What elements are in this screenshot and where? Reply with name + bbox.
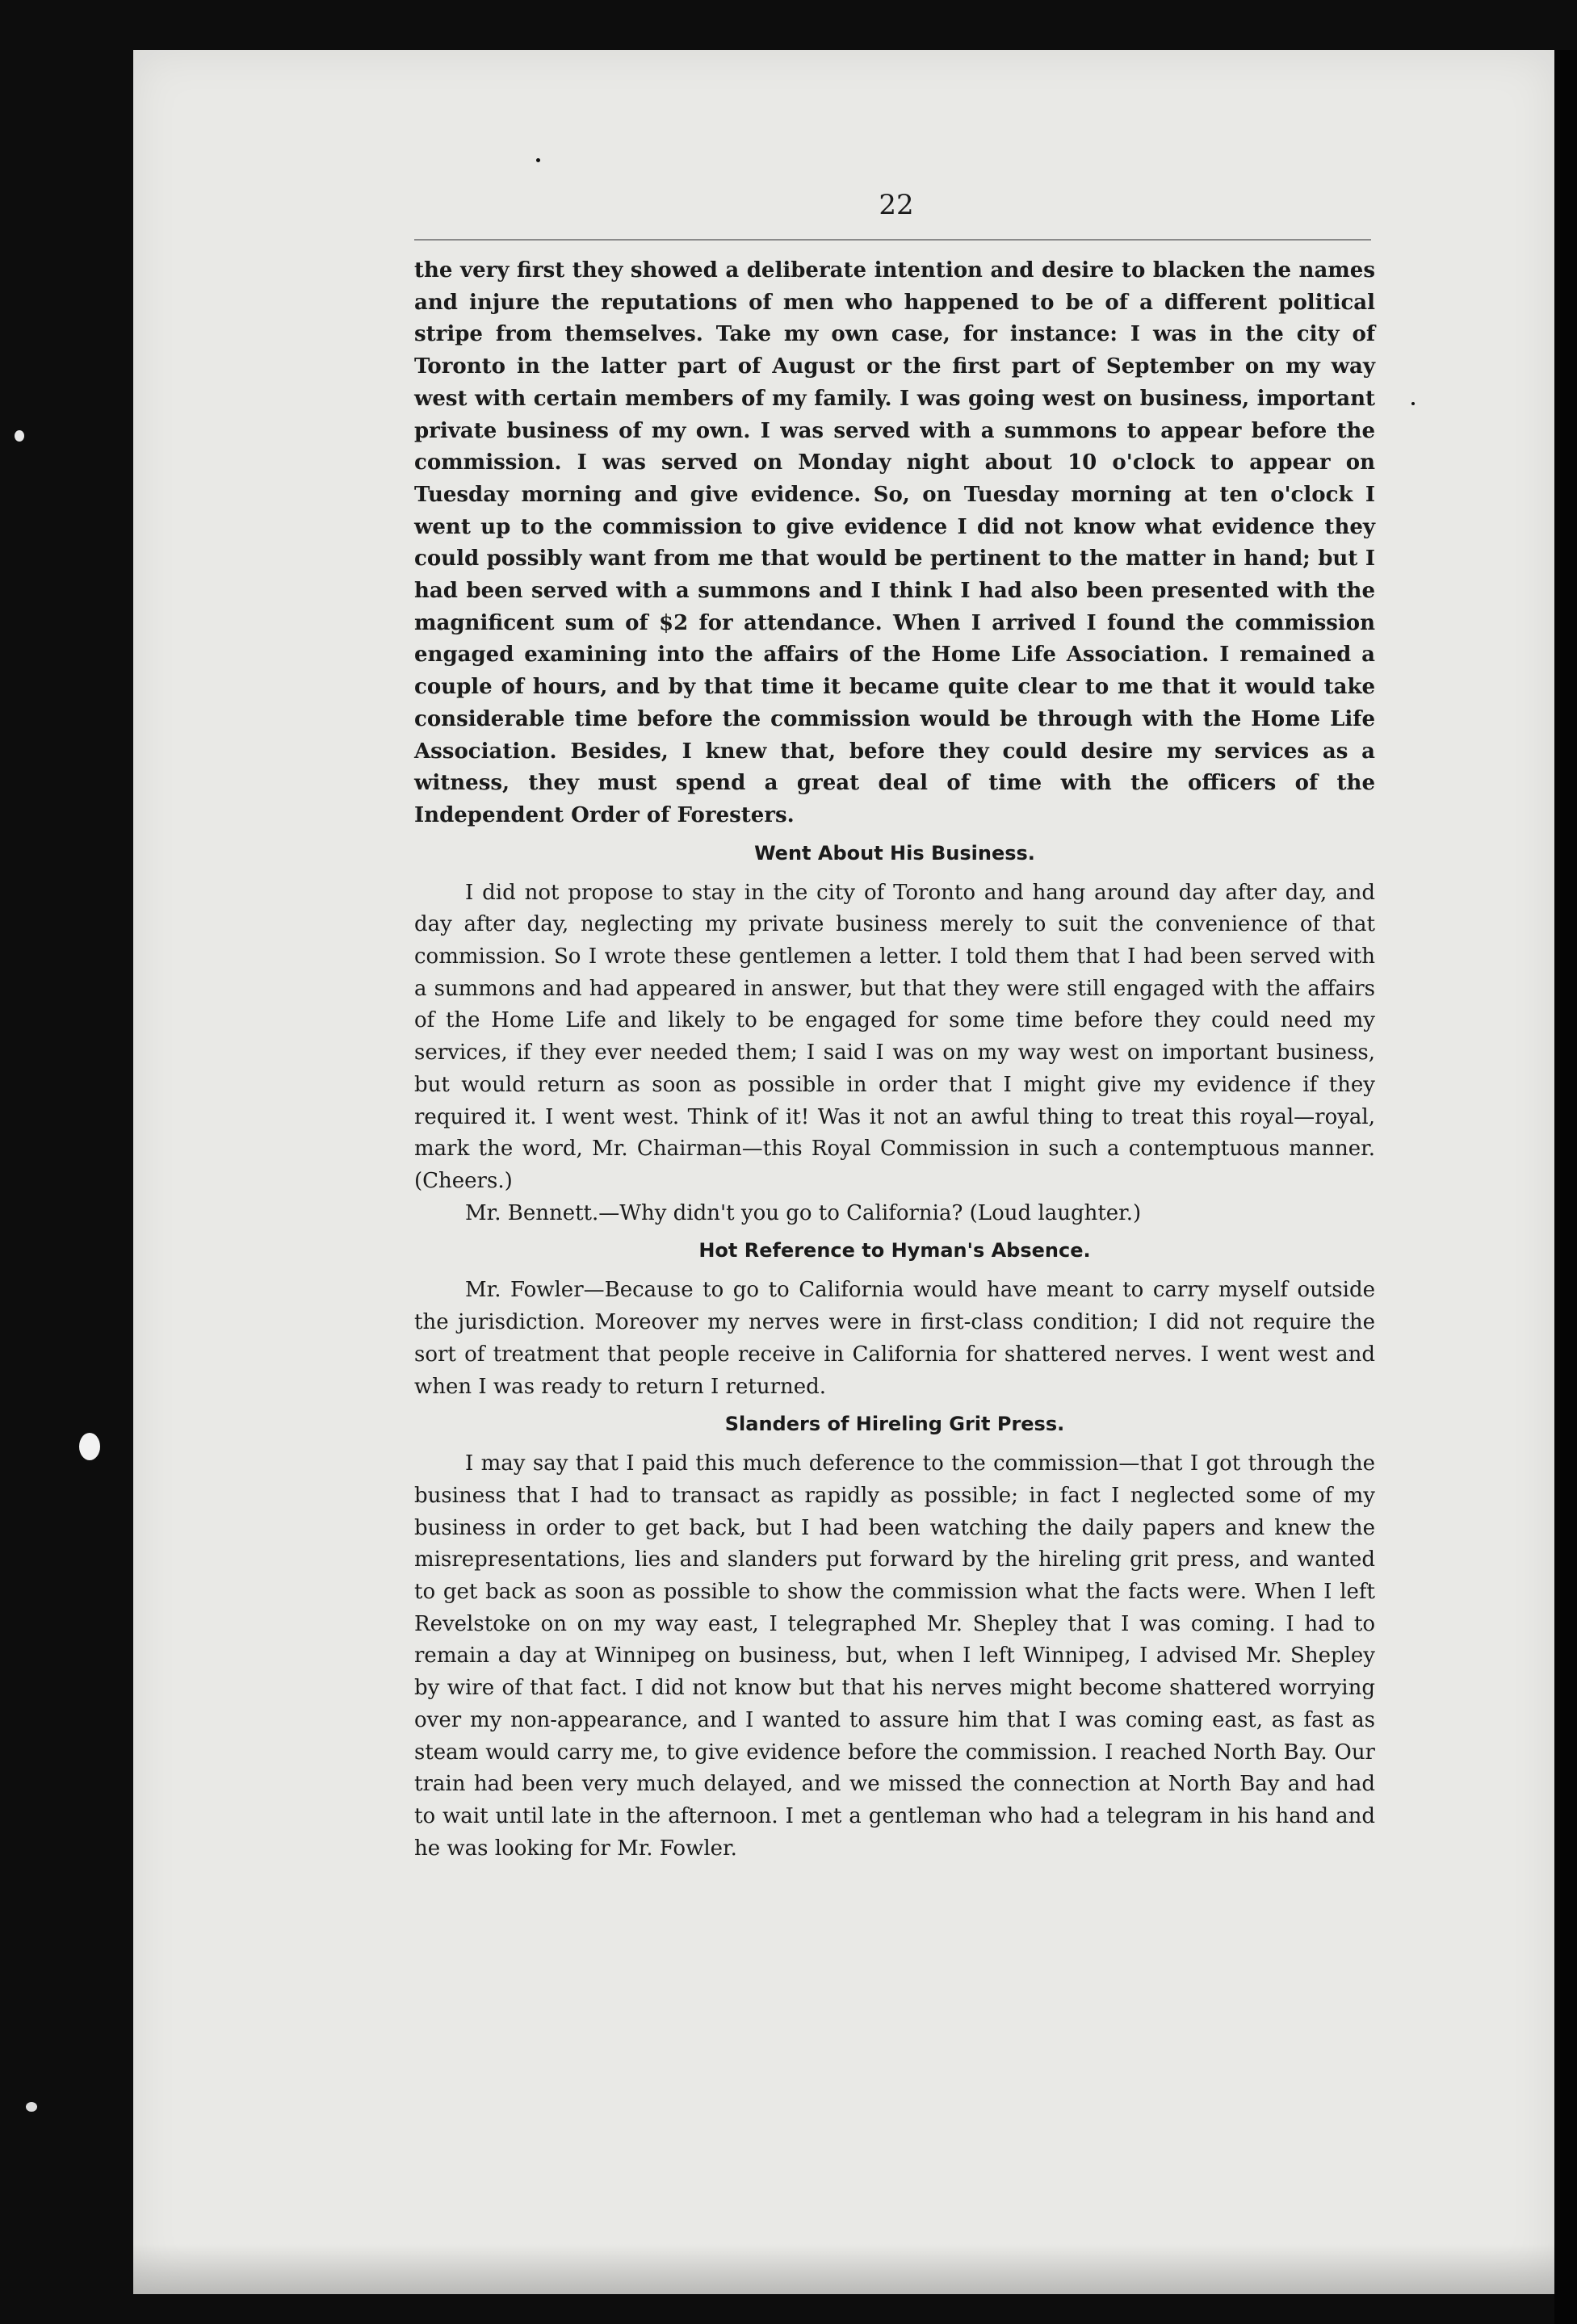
paragraph: Mr. Fowler—Because to go to California would have meant to carry myself outside the jurisdiction. Moreover my nerves were in first-class condition; I did not require the sort of treatment that people receive in California for shattered nerves. I went west and when I was ready to return I returned. [414, 1278, 1375, 1399]
header-rule [414, 239, 1371, 241]
dust-speck [79, 1433, 100, 1460]
dust-speck [1411, 402, 1415, 405]
section-heading: Slanders of Hireling Grit Press. [724, 1413, 1065, 1436]
paper-bottom-shadow [133, 2244, 1554, 2294]
scan-border-right [1554, 50, 1577, 2324]
dust-speck [26, 2102, 37, 2112]
paragraph: the very first they showed a deliberate intention and desire to blacken the names and injure the reputations of men who happened to be of a different political stripe from themselves. Take my own case, for instance: I was in the city of Toronto in the latter part of August or the first part of September on my way west with certain members of my family. I was going west on business, important private business of my own. I was served with a summons to appear before the commission. I was served on Monday night about 10 o'clock to appear on Tuesday morning and give evidence. So, on Tuesday morning at ten o'clock I went up to the commission to give evidence I did not know what evidence they could possibly want from me that would be pertinent to the matter in hand; but I had been served with a summons and I think I had also been presented with the magnificent sum of $2 for attendance. When I arrived I found the commission engaged examining into the affairs of the Home Life Association. I remained a couple of hours, and by that time it became quite clear to me that it would take considerable time before the commission would be through with the Home Life Association. Besides, I knew that, before they could desire my services as a witness, they must spend a great deal of time with the officers of the Independent Order of Foresters. [414, 258, 1375, 827]
page-number: 22 [879, 189, 914, 221]
paragraph: Mr. Bennett.—Why didn't you go to California? (Loud laughter.) [465, 1200, 1142, 1225]
dust-speck [536, 158, 540, 162]
paragraph: I may say that I paid this much deference to the commission—that I got through the business that I had to transact as rapidly as possible; in fact I neglected some of my business in order to get back, but I had been watching the daily papers and knew the misrepresentations, lies and slanders put forward by the hireling grit press, and wanted to get back as soon as possible to show the commission what the facts were. When I left Revelstoke on on my way east, I telegraphed Mr. Shepley that I was coming. I had to remain a day at Winnipeg on business, but, when I left Winnipeg, I advised Mr. Shepley by wire of that fact. I did not know but that his nerves might become shattered worrying over my non-appearance, and I wanted to assure him that I was coming east, as fast as steam would carry me, to give evidence before the commission. I reached North Bay. Our train had been very much delayed, and we missed the connection at North Bay and had to wait until late in the afternoon. I met a gentleman who had a telegram in his hand and he was looking for Mr. Fowler. [414, 1451, 1375, 1861]
dust-speck [15, 430, 24, 442]
body-text [414, 255, 1375, 1865]
section-heading: Went About His Business. [754, 841, 1035, 865]
section-heading: Hot Reference to Hyman's Absence. [698, 1239, 1091, 1262]
paragraph: I did not propose to stay in the city of Toronto and hang around day after day, and day after day, neglecting my private business merely to suit the convenience of that commission. So I wrote these gentlemen a letter. I told them that I had been served with a summons and had appeared in answer, but that they were still engaged with the affairs of the Home Life and likely to be engaged for some time before they could need my services, if they ever needed them; I said I was on my way west on important business, but would return as soon as possible in order that I might give my evidence if they required it. I went west. Think of it! Was it not an awful thing to treat this royal—royal, mark the word, Mr. Chairman—this Royal Commission in such a contemptuous manner. (Cheers.) [414, 880, 1375, 1193]
